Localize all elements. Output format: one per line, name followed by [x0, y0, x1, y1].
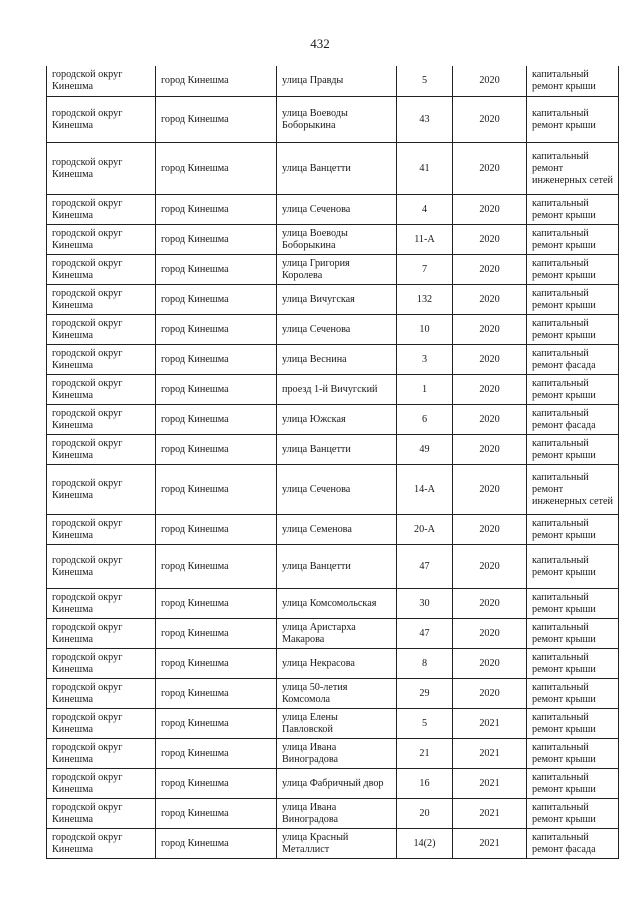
cell-house-number: 3 [397, 345, 453, 375]
cell-work-type: капитальный ремонт крыши [527, 679, 619, 709]
cell-year: 2021 [453, 829, 527, 859]
cell-work-type: капитальный ремонт крыши [527, 97, 619, 143]
table-row [47, 285, 619, 315]
cell-year: 2020 [453, 345, 527, 375]
cell-settlement: город Кинешма [156, 435, 277, 465]
cell-year: 2020 [453, 97, 527, 143]
cell-municipality: городской округ Кинешма [47, 769, 156, 799]
table-row [47, 545, 619, 589]
table-row [47, 589, 619, 619]
cell-settlement: город Кинешма [156, 709, 277, 739]
cell-settlement: город Кинешма [156, 345, 277, 375]
cell-settlement: город Кинешма [156, 255, 277, 285]
cell-year: 2020 [453, 225, 527, 255]
cell-settlement: город Кинешма [156, 589, 277, 619]
cell-street: улица Сеченова [277, 315, 397, 345]
cell-year: 2020 [453, 435, 527, 465]
cell-street: улица Ванцетти [277, 545, 397, 589]
cell-work-type: капитальный ремонт крыши [527, 435, 619, 465]
table-row [47, 66, 619, 97]
cell-street: улица Сеченова [277, 465, 397, 515]
cell-municipality: городской округ Кинешма [47, 465, 156, 515]
cell-work-type: капитальный ремонт фасада [527, 345, 619, 375]
cell-house-number: 5 [397, 709, 453, 739]
cell-work-type: капитальный ремонт крыши [527, 739, 619, 769]
cell-year: 2020 [453, 545, 527, 589]
table-row [47, 829, 619, 859]
cell-settlement: город Кинешма [156, 375, 277, 405]
cell-municipality: городской округ Кинешма [47, 589, 156, 619]
cell-municipality: городской округ Кинешма [47, 315, 156, 345]
cell-settlement: город Кинешма [156, 829, 277, 859]
table-row [47, 709, 619, 739]
cell-house-number: 49 [397, 435, 453, 465]
cell-municipality: городской округ Кинешма [47, 679, 156, 709]
cell-street: улица Фабричный двор [277, 769, 397, 799]
cell-house-number: 16 [397, 769, 453, 799]
table-row [47, 195, 619, 225]
cell-municipality: городской округ Кинешма [47, 405, 156, 435]
cell-settlement: город Кинешма [156, 619, 277, 649]
cell-year: 2021 [453, 769, 527, 799]
cell-house-number: 43 [397, 97, 453, 143]
table-row [47, 619, 619, 649]
cell-house-number: 1 [397, 375, 453, 405]
cell-municipality: городской округ Кинешма [47, 375, 156, 405]
cell-settlement: город Кинешма [156, 285, 277, 315]
cell-street: улица Аристарха Макарова [277, 619, 397, 649]
cell-house-number: 7 [397, 255, 453, 285]
cell-settlement: город Кинешма [156, 799, 277, 829]
cell-street: улица Воеводы Боборыкина [277, 97, 397, 143]
cell-work-type: капитальный ремонт крыши [527, 255, 619, 285]
cell-house-number: 30 [397, 589, 453, 619]
cell-house-number: 8 [397, 649, 453, 679]
cell-year: 2020 [453, 66, 527, 97]
cell-work-type: капитальный ремонт крыши [527, 315, 619, 345]
cell-settlement: город Кинешма [156, 405, 277, 435]
cell-municipality: городской округ Кинешма [47, 285, 156, 315]
cell-municipality: городской округ Кинешма [47, 619, 156, 649]
cell-settlement: город Кинешма [156, 315, 277, 345]
cell-street: улица Веснина [277, 345, 397, 375]
table-row [47, 769, 619, 799]
cell-municipality: городской округ Кинешма [47, 649, 156, 679]
cell-municipality: городской округ Кинешма [47, 255, 156, 285]
cell-municipality: городской округ Кинешма [47, 66, 156, 97]
cell-street: улица Воеводы Боборыкина [277, 225, 397, 255]
cell-year: 2020 [453, 589, 527, 619]
cell-street: улица Елены Павловской [277, 709, 397, 739]
cell-work-type: капитальный ремонт крыши [527, 799, 619, 829]
cell-settlement: город Кинешма [156, 649, 277, 679]
cell-settlement: город Кинешма [156, 769, 277, 799]
table-row [47, 739, 619, 769]
cell-municipality: городской округ Кинешма [47, 709, 156, 739]
table-row [47, 649, 619, 679]
cell-work-type: капитальный ремонт крыши [527, 709, 619, 739]
table-row [47, 465, 619, 515]
cell-work-type: капитальный ремонт крыши [527, 66, 619, 97]
cell-settlement: город Кинешма [156, 195, 277, 225]
cell-street: улица Комсомольская [277, 589, 397, 619]
table-row [47, 315, 619, 345]
cell-work-type: капитальный ремонт фасада [527, 829, 619, 859]
cell-work-type: капитальный ремонт инженерных сетей [527, 143, 619, 195]
cell-street: улица Ванцетти [277, 143, 397, 195]
cell-year: 2020 [453, 649, 527, 679]
cell-street: улица Ивана Виноградова [277, 739, 397, 769]
cell-year: 2020 [453, 315, 527, 345]
table-row [47, 97, 619, 143]
cell-year: 2020 [453, 619, 527, 649]
cell-house-number: 21 [397, 739, 453, 769]
cell-work-type: капитальный ремонт крыши [527, 195, 619, 225]
cell-municipality: городской округ Кинешма [47, 195, 156, 225]
cell-work-type: капитальный ремонт фасада [527, 405, 619, 435]
cell-house-number: 41 [397, 143, 453, 195]
cell-municipality: городской округ Кинешма [47, 545, 156, 589]
cell-municipality: городской округ Кинешма [47, 739, 156, 769]
cell-street: проезд 1-й Вичугский [277, 375, 397, 405]
repair-schedule-table [46, 66, 619, 859]
table-row [47, 799, 619, 829]
cell-year: 2020 [453, 195, 527, 225]
cell-street: улица Некрасова [277, 649, 397, 679]
cell-street: улица 50-летия Комсомола [277, 679, 397, 709]
table-row [47, 255, 619, 285]
cell-work-type: капитальный ремонт крыши [527, 545, 619, 589]
cell-street: улица Красный Металлист [277, 829, 397, 859]
cell-year: 2020 [453, 143, 527, 195]
cell-municipality: городской округ Кинешма [47, 515, 156, 545]
cell-settlement: город Кинешма [156, 465, 277, 515]
page-number: 432 [310, 36, 330, 51]
cell-street: улица Григория Королева [277, 255, 397, 285]
cell-work-type: капитальный ремонт крыши [527, 649, 619, 679]
cell-house-number: 11-А [397, 225, 453, 255]
cell-municipality: городской округ Кинешма [47, 225, 156, 255]
cell-street: улица Вичугская [277, 285, 397, 315]
cell-house-number: 14-А [397, 465, 453, 515]
cell-year: 2020 [453, 405, 527, 435]
cell-house-number: 20-А [397, 515, 453, 545]
table-row [47, 375, 619, 405]
cell-municipality: городской округ Кинешма [47, 97, 156, 143]
cell-municipality: городской округ Кинешма [47, 435, 156, 465]
cell-street: улица Ванцетти [277, 435, 397, 465]
cell-settlement: город Кинешма [156, 515, 277, 545]
cell-settlement: город Кинешма [156, 739, 277, 769]
cell-municipality: городской округ Кинешма [47, 345, 156, 375]
cell-work-type: капитальный ремонт крыши [527, 285, 619, 315]
cell-year: 2020 [453, 255, 527, 285]
cell-house-number: 29 [397, 679, 453, 709]
cell-year: 2021 [453, 709, 527, 739]
cell-work-type: капитальный ремонт инженерных сетей [527, 465, 619, 515]
cell-street: улица Южская [277, 405, 397, 435]
cell-work-type: капитальный ремонт крыши [527, 225, 619, 255]
table-row [47, 143, 619, 195]
cell-street: улица Семенова [277, 515, 397, 545]
cell-house-number: 4 [397, 195, 453, 225]
table-row [47, 345, 619, 375]
table-row [47, 225, 619, 255]
cell-house-number: 47 [397, 619, 453, 649]
cell-house-number: 14(2) [397, 829, 453, 859]
cell-year: 2020 [453, 465, 527, 515]
cell-municipality: городской округ Кинешма [47, 799, 156, 829]
cell-street: улица Правды [277, 66, 397, 97]
cell-street: улица Ивана Виноградова [277, 799, 397, 829]
cell-settlement: город Кинешма [156, 143, 277, 195]
cell-work-type: капитальный ремонт крыши [527, 375, 619, 405]
table-row [47, 515, 619, 545]
cell-house-number: 10 [397, 315, 453, 345]
cell-work-type: капитальный ремонт крыши [527, 619, 619, 649]
cell-settlement: город Кинешма [156, 679, 277, 709]
cell-house-number: 5 [397, 66, 453, 97]
cell-year: 2020 [453, 375, 527, 405]
cell-work-type: капитальный ремонт крыши [527, 769, 619, 799]
table-body [47, 66, 619, 859]
cell-year: 2021 [453, 799, 527, 829]
cell-house-number: 6 [397, 405, 453, 435]
table-row [47, 405, 619, 435]
cell-house-number: 47 [397, 545, 453, 589]
cell-settlement: город Кинешма [156, 97, 277, 143]
table-row [47, 679, 619, 709]
table-row [47, 435, 619, 465]
cell-municipality: городской округ Кинешма [47, 829, 156, 859]
cell-year: 2020 [453, 285, 527, 315]
cell-year: 2021 [453, 739, 527, 769]
cell-work-type: капитальный ремонт крыши [527, 515, 619, 545]
cell-municipality: городской округ Кинешма [47, 143, 156, 195]
cell-settlement: город Кинешма [156, 225, 277, 255]
cell-year: 2020 [453, 515, 527, 545]
cell-street: улица Сеченова [277, 195, 397, 225]
cell-year: 2020 [453, 679, 527, 709]
cell-settlement: город Кинешма [156, 545, 277, 589]
cell-house-number: 132 [397, 285, 453, 315]
cell-house-number: 20 [397, 799, 453, 829]
cell-work-type: капитальный ремонт крыши [527, 589, 619, 619]
cell-settlement: город Кинешма [156, 66, 277, 97]
